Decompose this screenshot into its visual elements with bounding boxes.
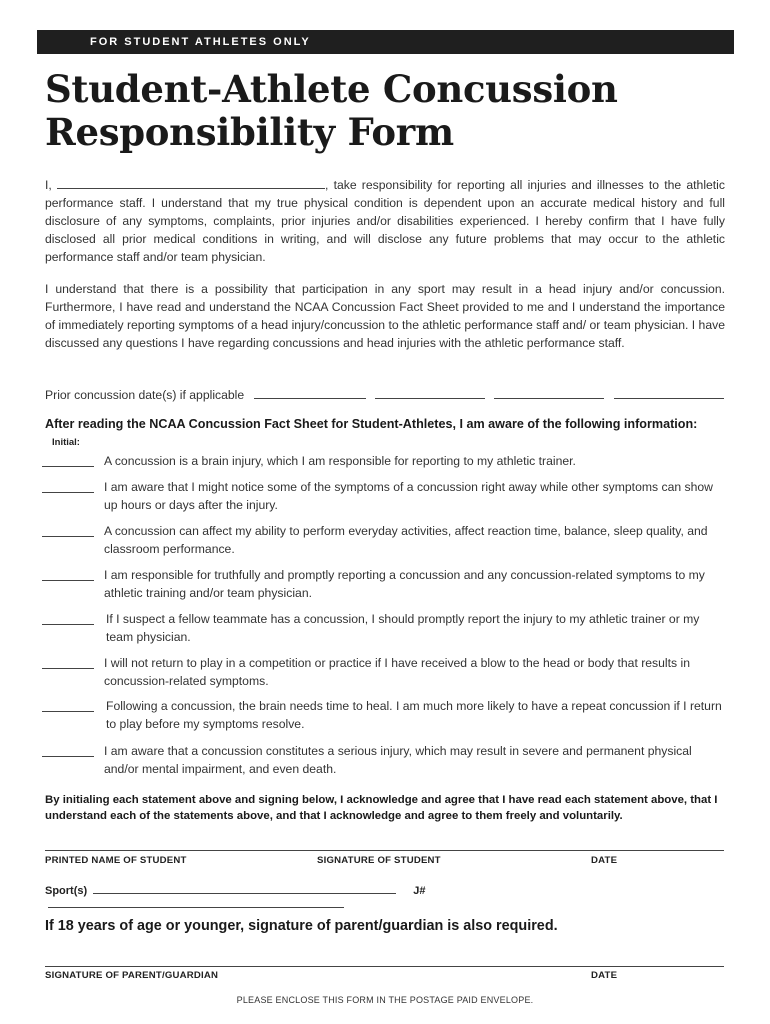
student-name-blank[interactable] bbox=[57, 177, 325, 189]
statement-text: I will not return to play in a competition or practice if I have received a blow to the head or body that results in concussion-related symptoms. bbox=[104, 656, 690, 688]
sports-blank[interactable] bbox=[93, 883, 396, 894]
initial-blank[interactable] bbox=[42, 452, 94, 467]
parent-signature-line[interactable] bbox=[45, 966, 724, 967]
statement-text: A concussion is a brain injury, which I am responsible for reporting to my athletic trainer. bbox=[104, 454, 576, 468]
j-number-label: J# bbox=[413, 885, 426, 897]
prior-date-blank-4[interactable] bbox=[614, 387, 724, 399]
initial-blank[interactable] bbox=[42, 522, 94, 537]
audience-banner: FOR STUDENT ATHLETES ONLY bbox=[37, 30, 734, 54]
statement-text: I am aware that I might notice some of the symptoms of a concussion right away while other symptoms can show up hours or days after the injury. bbox=[104, 480, 713, 512]
prior-date-blank-1[interactable] bbox=[254, 387, 366, 399]
initial-blank[interactable] bbox=[42, 478, 94, 493]
initial-blank[interactable] bbox=[42, 654, 94, 669]
title-line-2: Responsibility Form bbox=[45, 110, 454, 154]
printed-name-label: PRINTED NAME OF STUDENT bbox=[45, 855, 187, 866]
intro-prefix: I, bbox=[45, 178, 52, 192]
form-title bbox=[45, 68, 745, 154]
parent-date-label: DATE bbox=[591, 970, 618, 981]
initial-blank[interactable] bbox=[42, 610, 94, 625]
risk-paragraph: I understand that there is a possibility that participation in any sport may result in a head injury and/or concussion. Furthermore, I have read and understand the NCAA Concussion Fact Sheet provided to me and I understand the importance of immediately reporting symptoms of a head injury/concussion to the athletic performance staff and/ or team physician. I have discussed any questions I have regarding concussions and head injuries with the athletic performance staff. bbox=[45, 282, 725, 350]
student-signature-label: SIGNATURE OF STUDENT bbox=[317, 855, 441, 866]
student-date-label: DATE bbox=[591, 855, 618, 866]
statement-text: I am responsible for truthfully and promptly reporting a concussion and any concussion-related symptoms to my athletic training and/or team physician. bbox=[104, 568, 705, 600]
prior-date-blank-2[interactable] bbox=[375, 387, 485, 399]
acknowledgement-text: By initialing each statement above and signing below, I acknowledge and agree that I have read each statement above, that I understand each of the statements above, and that I acknowledge and agree to them freely and voluntarily. bbox=[45, 794, 718, 822]
initial-blank[interactable] bbox=[42, 697, 94, 712]
initial-blank[interactable] bbox=[42, 742, 94, 757]
parent-requirement-heading: If 18 years of age or younger, signature of parent/guardian is also required. bbox=[45, 918, 558, 934]
statement-text: Following a concussion, the brain needs time to heal. I am much more likely to have a repeat concussion if I return to play before my symptoms resolve. bbox=[106, 699, 722, 731]
prior-date-blank-3[interactable] bbox=[494, 387, 604, 399]
prior-concussion-label: Prior concussion date(s) if applicable bbox=[45, 388, 245, 402]
title-line-1: Student-Athlete Concussion bbox=[45, 67, 618, 111]
prior-concussion-row bbox=[45, 386, 729, 404]
intro-paragraph bbox=[45, 176, 725, 266]
initial-column-label: Initial: bbox=[52, 437, 80, 448]
statement-text: A concussion can affect my ability to perform everyday activities, affect reaction time, balance, sleep quality, and classroom performance. bbox=[104, 524, 708, 556]
j-number-blank[interactable] bbox=[48, 897, 344, 908]
student-signature-line[interactable] bbox=[45, 850, 724, 851]
intro-text: , take responsibility for reporting all injuries and illnesses to the athletic performance staff. I understand that my true physical condition is dependent upon an accurate medical history and full disclosure of any symptoms, complaints, prior injuries and/or disabilities experienced. I hereby confirm that I have fully disclosed all prior medical conditions in writing, and will disclose any future problems that may occur to the athletic performance staff and/or team physician. bbox=[45, 178, 725, 264]
sports-label: Sport(s) bbox=[45, 885, 88, 897]
awareness-heading: After reading the NCAA Concussion Fact Sheet for Student-Athletes, I am aware of the following information: bbox=[45, 417, 698, 431]
parent-signature-label: SIGNATURE OF PARENT/GUARDIAN bbox=[45, 970, 219, 981]
statement-text: If I suspect a fellow teammate has a concussion, I should promptly report the injury to my athletic trainer or my team physician. bbox=[106, 612, 700, 644]
sport-row bbox=[45, 883, 725, 911]
initial-blank[interactable] bbox=[42, 566, 94, 581]
footer-instruction: PLEASE ENCLOSE THIS FORM IN THE POSTAGE PAID ENVELOPE. bbox=[236, 995, 534, 1005]
statement-text: I am aware that a concussion constitutes a serious injury, which may result in severe and permanent physical and/or mental impairment, and even death. bbox=[104, 744, 692, 776]
